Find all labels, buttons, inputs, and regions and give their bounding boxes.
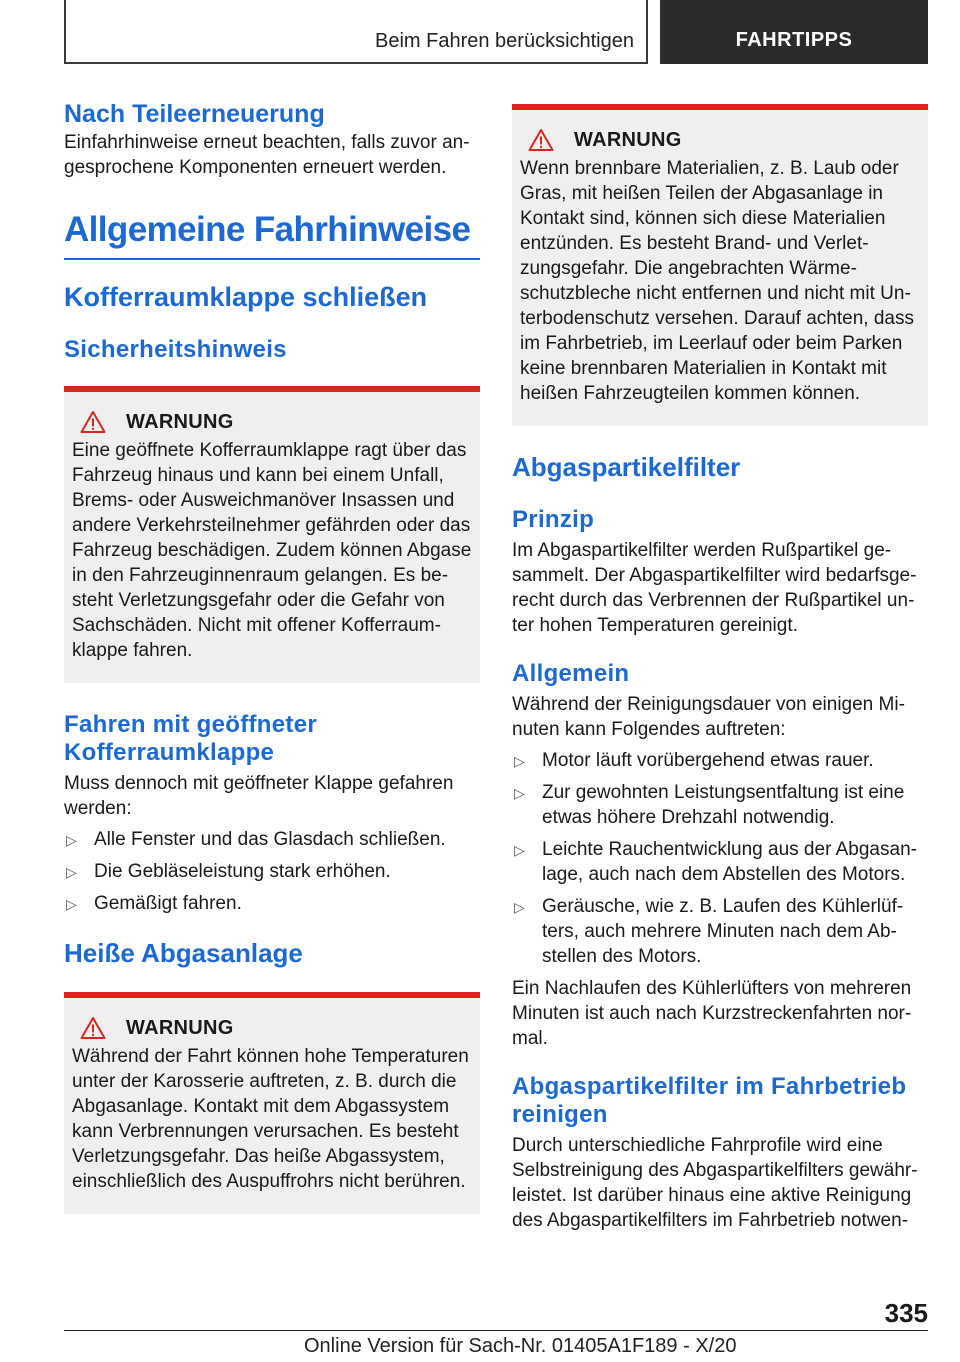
warning-label: WARNUNG [126, 410, 234, 433]
header-section-box [64, 0, 648, 64]
list-item: ▷ Leichte Rauchentwicklung aus der Abgasanlage, auch nach dem Abstellen des Motors. [514, 839, 917, 885]
heading-nach-teileerneuerung: Nach Teileerneuerung [64, 100, 325, 128]
header-section-title: Beim Fahren berücksichtigen [374, 30, 634, 52]
warning-text-abgasanlage: Während der Fahrt können hohe Temperaturen unter der Karosserie auftreten, z. B. durch die Abgasanlage. Kontakt mit dem Abgassystem kann Verbrennungen verursachen. Es besteht Verletzungsgefahr. Das heiße Abgassystem, einschließlich des Auspuffrohrs nicht berühren. [72, 1046, 469, 1192]
list-item: ▷ Motor läuft vorübergehend etwas rauer. [512, 748, 928, 773]
heading-abgaspartikelfilter: Abgaspartikelfilter [512, 452, 741, 482]
paragraph-prinzip: Im Abgaspartikelfilter werden Rußpartikel gesammelt. Der Abgaspartikelfilter wird bedarfsgerecht durch das Verbrennen der Rußpartikel unter hohen Temperaturen gereinigt. [512, 540, 917, 636]
heading-rule [64, 258, 480, 260]
left-column [64, 100, 480, 1214]
list-item: ▷ Zur gewohnten Leistungsentfaltung ist eine etwas höhere Drehzahl notwendig. [514, 782, 905, 828]
list-item: ▷ Die Gebläseleistung stark erhöhen. [64, 859, 480, 884]
triangle-bullet-icon: ▷ [514, 785, 525, 801]
heading-allgemeine-fahrhinweise: Allgemeine Fahrhinweise [64, 210, 471, 249]
paragraph-nachlaufen: Ein Nachlaufen des Kühlerlüfters von mehreren Minuten ist auch nach Kurzstreckenfahrten normal. [512, 978, 912, 1049]
heading-filter-reinigen: Abgaspartikelfilter im Fahrbetrieb reinigen [512, 1073, 907, 1128]
paragraph-filter-reinigen: Durch unterschiedliche Fahrprofile wird eine Selbstreinigung des Abgaspartikelfilters gewährleistet. Ist darüber hinaus eine aktive Reinigung des Abgaspartikelfilters im Fahrbetrieb notwen- [512, 1135, 918, 1231]
header-chapter-title: FAHRTIPPS [735, 29, 853, 51]
right-column [512, 104, 928, 1233]
paragraph-fahren-mit-geoeffneter: Muss dennoch mit geöffneter Klappe gefahren werden: [64, 773, 454, 819]
warning-triangle-icon [80, 1016, 106, 1040]
heading-kofferraumklappe: Kofferraumklappe schließen [64, 282, 428, 312]
warning-text-kofferraum: Eine geöffnete Kofferraumklappe ragt über das Fahrzeug hinaus und kann bei einem Unfall, Brems- oder Ausweichmanöver Insassen und andere Verkehrsteilnehmer gefährden oder das Fahrzeug beschädigen. Zudem können Abgase in den Fahrzeuginnenraum gelangen. Es besteht Verletzungsgefahr oder die Gefahr von Sachschäden. Nicht mit offener Kofferraumklappe fahren. [72, 440, 472, 661]
triangle-bullet-icon: ▷ [514, 753, 525, 769]
triangle-bullet-icon: ▷ [66, 832, 77, 848]
triangle-bullet-icon: ▷ [66, 896, 77, 912]
warning-text-brennbare-materialien: Wenn brennbare Materialien, z. B. Laub oder Gras, mit heißen Teilen der Abgasanlage in Kontakt sind, können sich diese Materialien entzünden. Es besteht Brand- und Verletzungsgefahr. Die angebrachten Wärmeschutzbleche nicht entfernen und nicht mit Unterbodenschutz versehen. Darauf achten, dass im Fahrbetrieb, im Leerlauf oder beim Parken keine brennbaren Materialien in Kontakt mit heißen Fahrzeugteilen kommen können. [520, 158, 914, 404]
footer-rule [64, 1330, 928, 1331]
page-number: 335 [884, 1298, 928, 1328]
warning-box-kofferraum [64, 386, 480, 683]
warning-box-abgasanlage [64, 992, 480, 1214]
triangle-bullet-icon: ▷ [514, 842, 525, 858]
warning-triangle-icon [528, 128, 554, 152]
list-item: ▷ Alle Fenster und das Glasdach schließen. [64, 827, 480, 852]
warning-box-brennbare-materialien [512, 104, 928, 426]
header-chapter-tab [660, 0, 928, 64]
heading-sicherheitshinweis: Sicherheitshinweis [64, 336, 287, 363]
list-item: ▷ Geräusche, wie z. B. Laufen des Kühlerlüfters, auch mehrere Minuten nach dem Abstellen des Motors. [514, 896, 904, 967]
list-item: ▷ Gemäßigt fahren. [64, 891, 480, 916]
heading-fahren-mit-geoeffneter: Fahren mit geöffneter Kofferraumklappe [64, 711, 317, 766]
footer-online-version: Online Version für Sach-Nr. 01405A1F189 - X/20 [304, 1335, 737, 1357]
heading-prinzip: Prinzip [512, 506, 595, 533]
warning-triangle-icon [80, 410, 106, 434]
paragraph-nach-teileerneuerung: Einfahrhinweise erneut beachten, falls zuvor angesprochene Komponenten erneuert werden. [64, 132, 470, 178]
warning-label: WARNUNG [574, 128, 682, 151]
warning-label: WARNUNG [126, 1016, 234, 1039]
triangle-bullet-icon: ▷ [514, 899, 525, 915]
list-fahren-mit-geoeffneter [64, 827, 480, 916]
heading-allgemein: Allgemein [512, 660, 630, 687]
paragraph-allgemein: Während der Reinigungsdauer von einigen Minuten kann Folgendes auftreten: [512, 694, 905, 740]
list-allgemein [512, 748, 928, 969]
heading-heisse-abgasanlage: Heiße Abgasanlage [64, 938, 303, 968]
triangle-bullet-icon: ▷ [66, 864, 77, 880]
